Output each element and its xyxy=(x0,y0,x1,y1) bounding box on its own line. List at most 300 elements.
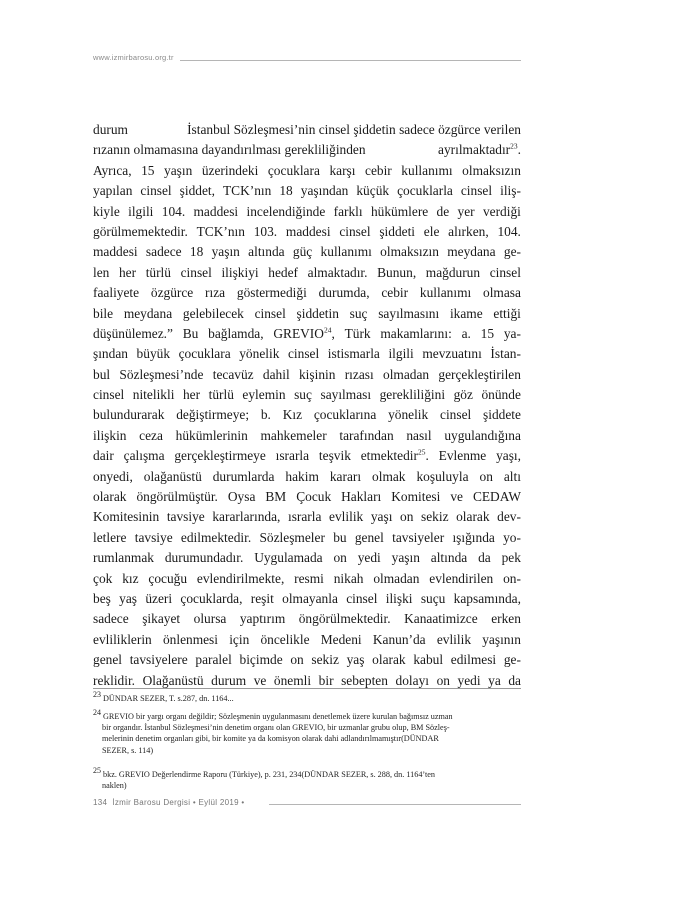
word xyxy=(333,548,346,568)
word xyxy=(355,528,384,548)
word xyxy=(93,467,133,487)
word xyxy=(165,548,243,568)
word-text: ısrarla xyxy=(287,509,322,525)
word xyxy=(397,181,453,201)
word-text: genel xyxy=(93,652,122,668)
word xyxy=(345,365,374,385)
separator: • xyxy=(241,798,245,807)
word xyxy=(294,385,312,405)
word-text: on- xyxy=(503,570,521,586)
word-text: olmaksızın xyxy=(380,244,439,260)
word-text: nitelikli xyxy=(132,387,175,403)
word xyxy=(293,242,312,262)
word-text: çocuklarda, xyxy=(180,590,243,606)
word xyxy=(416,467,468,487)
word-text: meydana xyxy=(123,305,173,321)
word-text: kullanımı xyxy=(419,285,472,301)
word-text: olarak xyxy=(456,509,490,525)
word-text: görülmemektedir. xyxy=(93,223,188,239)
word xyxy=(299,365,335,385)
word-text: hükümlerinin xyxy=(175,427,248,443)
word xyxy=(212,507,280,527)
word-text: de xyxy=(436,203,450,219)
word xyxy=(146,263,171,283)
word xyxy=(276,446,309,466)
word xyxy=(164,161,192,181)
word-text: öngörülmüştür. xyxy=(136,489,218,505)
footnote-text: naklen) xyxy=(102,781,127,791)
word xyxy=(330,467,361,487)
word-text: yedi xyxy=(357,550,381,566)
word-text: sekiz xyxy=(421,509,449,525)
word-text: karşı xyxy=(329,162,356,178)
footnote-text: GREVIO bir yargı organı değildir; Sözleşmenin uygulanmasını denetlemek üzere kurulan bağımsız uzman xyxy=(103,712,453,721)
word xyxy=(195,650,231,670)
word-text: önemli xyxy=(273,672,312,688)
word xyxy=(339,222,370,242)
word-text: Bunun, xyxy=(377,264,417,280)
footnote-ref: 23 xyxy=(510,141,518,151)
footnote-rule xyxy=(93,688,521,689)
word xyxy=(372,467,405,487)
word xyxy=(285,467,318,487)
word xyxy=(93,630,152,650)
word xyxy=(119,589,137,609)
word-text: durumlarda xyxy=(212,468,275,484)
word xyxy=(179,344,231,364)
word xyxy=(297,304,339,324)
text-line xyxy=(93,426,521,446)
word-text: cinsel xyxy=(339,223,371,239)
word xyxy=(93,324,173,344)
word xyxy=(321,630,362,650)
word-text: kullanımı xyxy=(320,244,372,260)
word-text: durumda, xyxy=(318,285,370,301)
word xyxy=(308,263,368,283)
word-text: ele xyxy=(423,223,440,239)
word xyxy=(162,202,185,222)
page-footer xyxy=(93,798,521,810)
word-text: yaşından xyxy=(300,183,349,199)
footnote-23 xyxy=(93,690,523,704)
word xyxy=(93,589,111,609)
word-text: incelendiğinde xyxy=(246,203,326,219)
footer-rule xyxy=(269,804,521,805)
word xyxy=(221,263,258,283)
footnote-ref: 24 xyxy=(323,325,332,335)
word-text: ceza xyxy=(139,427,163,443)
text-line xyxy=(93,222,521,242)
word-text: cebir xyxy=(381,285,409,301)
word xyxy=(205,283,225,303)
word xyxy=(502,548,521,568)
word-text: a. xyxy=(461,325,471,341)
footnote-number: 25 xyxy=(93,766,101,776)
footnote-text: bir organdır. İstanbul Sözleşmesi’nin denetim organı olan GREVIO, bir uzmanlar grubu olup, BM Sözleş- xyxy=(102,723,450,733)
word xyxy=(174,446,265,466)
word-text: bir xyxy=(318,672,334,688)
word xyxy=(301,181,349,201)
word-text: yaşı, xyxy=(496,448,521,464)
word xyxy=(319,283,370,303)
word xyxy=(497,507,521,527)
word xyxy=(388,344,413,364)
word-text: ge- xyxy=(503,652,521,668)
word xyxy=(93,283,139,303)
word-text: evlilik xyxy=(329,509,364,525)
word-text: evliliklerin xyxy=(93,631,152,647)
word-text: şiddet, xyxy=(179,183,215,199)
word-text: TCK’nın xyxy=(223,183,272,199)
word xyxy=(93,242,138,262)
word-text: kız xyxy=(122,570,139,586)
word xyxy=(320,385,371,405)
word xyxy=(380,385,445,405)
word xyxy=(93,609,129,629)
word-text: BM xyxy=(265,489,287,505)
word xyxy=(273,324,334,344)
word xyxy=(180,181,215,201)
word xyxy=(358,548,381,568)
word-text: rızanın olmamasına dayandırılması gerekliliğinden xyxy=(93,142,366,158)
word xyxy=(321,242,372,262)
word-text: cinsel xyxy=(140,183,172,199)
word-text: maddesi xyxy=(93,244,138,260)
word xyxy=(404,609,478,629)
word-text: üzeri xyxy=(145,590,173,606)
word-text: sadece xyxy=(145,244,182,260)
word-text: genel xyxy=(354,529,384,545)
word-text: cinsel xyxy=(346,590,378,606)
word-text: bu xyxy=(333,529,347,545)
word-text: etmektedir xyxy=(360,448,418,464)
word-text: bağlamda, xyxy=(208,325,264,341)
word-text: cebir xyxy=(365,162,392,178)
word-text: paralel xyxy=(195,652,232,668)
word xyxy=(483,405,521,425)
word xyxy=(283,405,302,425)
word-text: iliş- xyxy=(500,183,521,199)
word-text: olmasa xyxy=(483,285,521,301)
word-text: alırken, xyxy=(448,223,489,239)
word-text: ge- xyxy=(503,244,521,260)
text-line xyxy=(93,446,521,466)
word-text: İstan- xyxy=(490,346,521,362)
word-text: kişinin xyxy=(298,366,336,382)
word-text: mağdurun xyxy=(425,264,481,280)
word xyxy=(148,569,187,589)
issue-date: Eylül 2019 xyxy=(198,798,239,807)
text-line xyxy=(93,405,521,425)
word-text: suç xyxy=(294,387,312,403)
word xyxy=(371,507,393,527)
word xyxy=(197,569,284,589)
word-text: Uygulamada xyxy=(254,550,323,566)
word-text: ilişkiyi xyxy=(221,264,259,280)
word-text: farklı xyxy=(333,203,363,219)
word xyxy=(454,589,521,609)
word xyxy=(329,161,355,181)
word-text: tavsiyelere xyxy=(129,652,188,668)
word-text: Oysa xyxy=(227,489,256,505)
word-text: ilişki xyxy=(385,590,413,606)
word-text: şından xyxy=(93,346,128,362)
word-text: GREVIO xyxy=(273,325,324,341)
word xyxy=(365,161,392,181)
word-text: Sözleşmesi’nde xyxy=(119,366,204,382)
word xyxy=(93,528,126,548)
word-text: makamlarını: xyxy=(380,325,452,341)
word-text: on xyxy=(290,652,304,668)
word xyxy=(93,650,122,670)
word xyxy=(208,324,263,344)
word xyxy=(356,181,389,201)
word-text: yaşın xyxy=(211,244,240,260)
word-text: len xyxy=(93,264,110,280)
page-header xyxy=(93,53,521,67)
word-text: olarak xyxy=(372,652,406,668)
word-text: letlere xyxy=(93,529,127,545)
word xyxy=(482,630,521,650)
word-text: cinsel xyxy=(287,346,320,362)
word xyxy=(413,650,443,670)
folio xyxy=(93,798,244,807)
word-text: Komitesinin xyxy=(93,509,160,525)
word xyxy=(450,487,463,507)
word xyxy=(265,487,286,507)
word xyxy=(444,426,521,446)
word xyxy=(140,181,171,201)
word-text: . xyxy=(517,142,521,158)
word-text: hedef xyxy=(268,264,299,280)
word xyxy=(183,385,200,405)
word-text: Ayrıca, xyxy=(93,162,132,178)
word xyxy=(286,222,331,242)
word xyxy=(251,589,274,609)
word xyxy=(437,630,471,650)
word xyxy=(380,324,451,344)
word-text: cinsel xyxy=(180,264,212,280)
word-text: yedi xyxy=(457,672,481,688)
word xyxy=(451,650,496,670)
text-line xyxy=(93,487,521,507)
word-text: durum xyxy=(211,672,247,688)
word-text: 18 xyxy=(279,183,293,199)
word-text: TCK’nın xyxy=(196,223,245,239)
word xyxy=(328,344,380,364)
word xyxy=(447,242,495,262)
word xyxy=(347,650,365,670)
word xyxy=(194,202,239,222)
word-text: Türk xyxy=(344,325,371,341)
word xyxy=(93,120,128,140)
word-text: olarak xyxy=(93,489,127,505)
word-text: kapsamında, xyxy=(453,590,521,606)
word xyxy=(490,344,521,364)
word xyxy=(500,181,521,201)
word-text: maddesi xyxy=(285,223,331,239)
word xyxy=(181,263,212,283)
word xyxy=(248,242,284,262)
word xyxy=(137,344,170,364)
site-url: www.izmirbarosu.org.tr xyxy=(93,53,174,62)
word xyxy=(296,487,331,507)
word-text: türlü xyxy=(145,264,171,280)
text-line xyxy=(93,202,521,222)
word xyxy=(462,161,521,181)
word xyxy=(119,365,203,385)
word-text: bul xyxy=(93,366,111,382)
word-text: Komitesi xyxy=(391,489,441,505)
word-text: bulundurarak xyxy=(93,407,165,423)
word-text: çocuklarına xyxy=(313,407,377,423)
word-text: ya xyxy=(488,672,501,688)
word-text: olmak xyxy=(372,468,406,484)
word xyxy=(426,263,480,283)
word-text: almaktadır. xyxy=(307,264,368,280)
word xyxy=(503,569,521,589)
word-text: pek xyxy=(501,550,521,566)
word xyxy=(93,548,154,568)
footnote-text: DÜNDAR SEZER, T. s.287, dn. 1164... xyxy=(103,694,234,703)
word xyxy=(421,507,449,527)
word xyxy=(288,507,321,527)
word-text: nikah xyxy=(333,570,364,586)
word-text: Evlenme xyxy=(438,448,487,464)
word-text: faaliyete xyxy=(93,285,140,301)
word-text: hükümlere xyxy=(370,203,429,219)
word-text: biçimde xyxy=(239,652,283,668)
word xyxy=(437,202,450,222)
word-text: çocuklarla xyxy=(397,183,453,199)
text-line xyxy=(93,467,521,487)
word-text: da xyxy=(508,672,521,688)
word xyxy=(167,507,205,527)
word-text: altında xyxy=(248,244,285,260)
word-text: b. xyxy=(260,407,271,423)
word xyxy=(400,507,413,527)
word xyxy=(142,609,180,629)
word-text: Kız xyxy=(282,407,303,423)
word-text: kabul xyxy=(413,652,444,668)
word-text: türlü xyxy=(208,387,234,403)
word xyxy=(462,324,471,344)
word-text: çocuklara xyxy=(178,346,231,362)
word xyxy=(388,405,428,425)
word xyxy=(333,528,346,548)
footnote-text: bkz. GREVIO Değerlendirme Raporu (Türkiye), p. 231, 234(DÜNDAR SEZER, s. 288, dn. 1164’ten xyxy=(103,770,435,779)
word-text: rıza xyxy=(205,285,226,301)
word xyxy=(180,589,242,609)
word xyxy=(346,589,377,609)
word xyxy=(440,405,471,425)
word xyxy=(124,304,172,324)
word xyxy=(263,365,290,385)
word xyxy=(392,548,420,568)
word xyxy=(246,202,325,222)
word-text: evlendirilmekte, xyxy=(196,570,285,586)
word xyxy=(483,202,521,222)
word-text: tecavüz xyxy=(212,366,254,382)
word-text: edilmektedir. xyxy=(180,529,252,545)
word xyxy=(381,283,408,303)
word-text: yo- xyxy=(503,529,521,545)
word-text: cinsel xyxy=(460,183,493,199)
word xyxy=(133,385,175,405)
word xyxy=(450,304,483,324)
text-line xyxy=(93,181,521,201)
word-text: dair xyxy=(93,448,114,464)
word xyxy=(93,487,126,507)
word-text: olmayanla xyxy=(282,590,338,606)
word-text: Çocuk xyxy=(296,489,332,505)
word-text: şiddetin xyxy=(296,305,339,321)
word xyxy=(481,324,494,344)
word-text: rızası xyxy=(344,366,374,382)
word-text: çocuğu xyxy=(148,570,188,586)
word xyxy=(421,589,446,609)
text-line xyxy=(93,242,521,262)
word xyxy=(424,222,440,242)
word-text: ışığında xyxy=(452,529,495,545)
word-text: Hakları xyxy=(341,489,382,505)
word xyxy=(329,507,363,527)
word-text: 15 xyxy=(480,325,495,341)
word xyxy=(491,609,521,629)
word xyxy=(378,304,439,324)
word-text: ikame xyxy=(449,305,483,321)
word xyxy=(213,467,275,487)
word xyxy=(311,650,339,670)
word xyxy=(504,242,521,262)
word xyxy=(239,344,279,364)
word xyxy=(481,385,520,405)
word-text: kullanımı xyxy=(401,162,453,178)
word xyxy=(139,426,163,446)
word-text: evlilik xyxy=(436,631,472,647)
word-text: yaş xyxy=(346,652,365,668)
text-line xyxy=(93,365,521,385)
text-line xyxy=(93,140,521,160)
word xyxy=(473,487,521,507)
word xyxy=(212,242,240,262)
word-text: tavsiyeler xyxy=(392,529,445,545)
word xyxy=(377,263,416,283)
word xyxy=(136,487,217,507)
word-text: mevzuatını xyxy=(422,346,482,362)
word-text: yaptırım xyxy=(239,611,286,627)
word-text: kiyle xyxy=(93,203,120,219)
word-text: bile xyxy=(93,305,114,321)
footnote-24 xyxy=(93,708,523,756)
word-text: ilgili xyxy=(388,346,414,362)
word-text: Medeni xyxy=(320,631,362,647)
word-text: ettiği xyxy=(493,305,521,321)
word-text: suç xyxy=(349,305,368,321)
word xyxy=(439,446,487,466)
word xyxy=(288,344,319,364)
word xyxy=(190,242,203,262)
word-text: düşünülemez.” xyxy=(93,325,173,341)
word xyxy=(93,222,188,242)
footnote-25 xyxy=(93,766,523,791)
word-text: mahkemeler xyxy=(260,427,327,443)
word-text: kararlarında, xyxy=(212,509,281,525)
word-text: önünde xyxy=(481,387,521,403)
word xyxy=(299,609,391,629)
word-text: ayrılmaktadır xyxy=(438,142,511,158)
word-text: istismarla xyxy=(327,346,380,362)
